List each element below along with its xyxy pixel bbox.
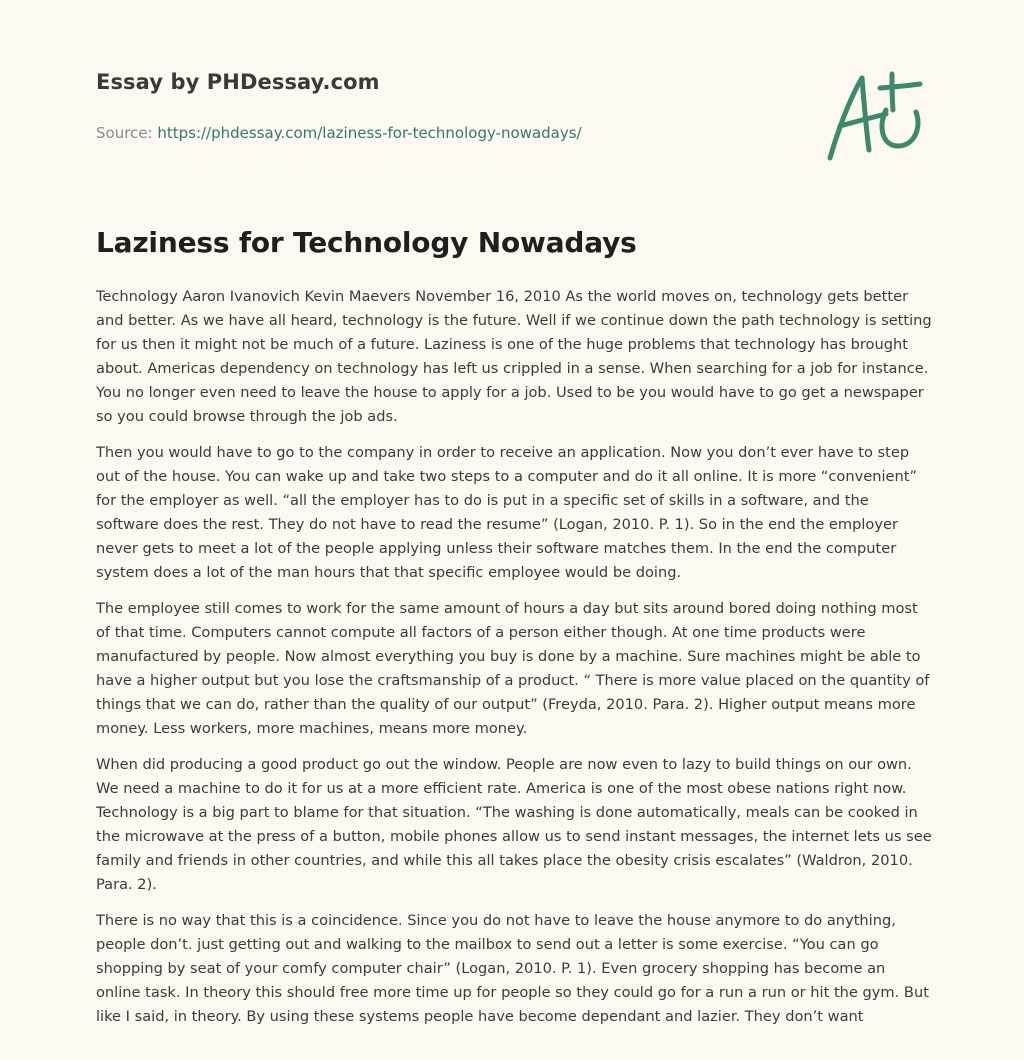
essay-header bbox=[96, 70, 936, 142]
essay-paragraph: Then you would have to go to the company in order to receive an application. Now you don’t ever have to step out of the house. You can wake up and take two steps to a computer and do it all online. It is more “convenient” for the employer as well. “all the employer has to do is put in a specific set of skills in a software, and the software does the rest. They do not have to read the resume” (Logan, 2010. P. 1). So in the end the employer never gets to meet a lot of the people applying unless their software matches them. In the end the computer system does a lot of the man hours that that specific employee would be doing. bbox=[96, 444, 918, 581]
source-label: Source: bbox=[96, 124, 158, 142]
essay-paragraph: There is no way that this is a coincidence. Since you do not have to leave the house anymore to do anything, people don’t. just getting out and walking to the mailbox to send out a letter is some exercise. “You can go shopping by seat of your comfy computer chair” (Logan, 2010. P. 1). Even grocery shopping has become an online task. In theory this should free more time up for people so they could go for a run a run or hit the gym. But like I said, in theory. By using these systems people have become dependant and lazier. They don’t want bbox=[96, 912, 929, 1025]
site-brand: Essay by PHDessay.com bbox=[96, 70, 380, 94]
essay-title: Laziness for Technology Nowadays bbox=[96, 226, 637, 259]
essay-paragraph: The employee still comes to work for the same amount of hours a day but sits around bored doing nothing most of that time. Computers cannot compute all factors of a person either though. At one time products were manufactured by people. Now almost everything you buy is done by a machine. Sure machines might be able to have a higher output but you lose the craftsmanship of a product. “ There is more value placed on the quantity of things that we can do, rather than the quality of our output” (Freyda, 2010. Para. 2). Higher output means more money. Less workers, more machines, means more money. bbox=[96, 600, 930, 737]
essay-paragraph: When did producing a good product go out the window. People are now even to lazy to build things on our own. We need a machine to do it for us at a more efficient rate. America is one of the most obese nations right now. Technology is a big part to blame for that situation. “The washing is done automatically, meals can be cooked in the microwave at the press of a button, mobile phones allow us to send instant messages, the internet lets us see family and friends in other countries, and while this all takes place the obesity crisis escalates” (Waldron, 2010. Para. 2). bbox=[96, 756, 932, 893]
a-plus-logo-icon bbox=[820, 68, 930, 164]
source-link[interactable]: https://phdessay.com/laziness-for-technology-nowadays/ bbox=[157, 124, 582, 142]
essay-paragraph: Technology Aaron Ivanovich Kevin Maevers November 16, 2010 As the world moves on, technology gets better and better. As we have all heard, technology is the future. Well if we continue down the path technology is setting for us then it might not be much of a future. Laziness is one of the huge problems that technology has brought about. Americas dependency on technology has left us crippled in a sense. When searching for a job for instance. You no longer even need to leave the house to apply for a job. Used to be you would have to go get a newspaper so you could browse through the job ads. bbox=[96, 288, 932, 425]
source-line bbox=[96, 124, 582, 142]
essay-body bbox=[96, 285, 934, 1041]
